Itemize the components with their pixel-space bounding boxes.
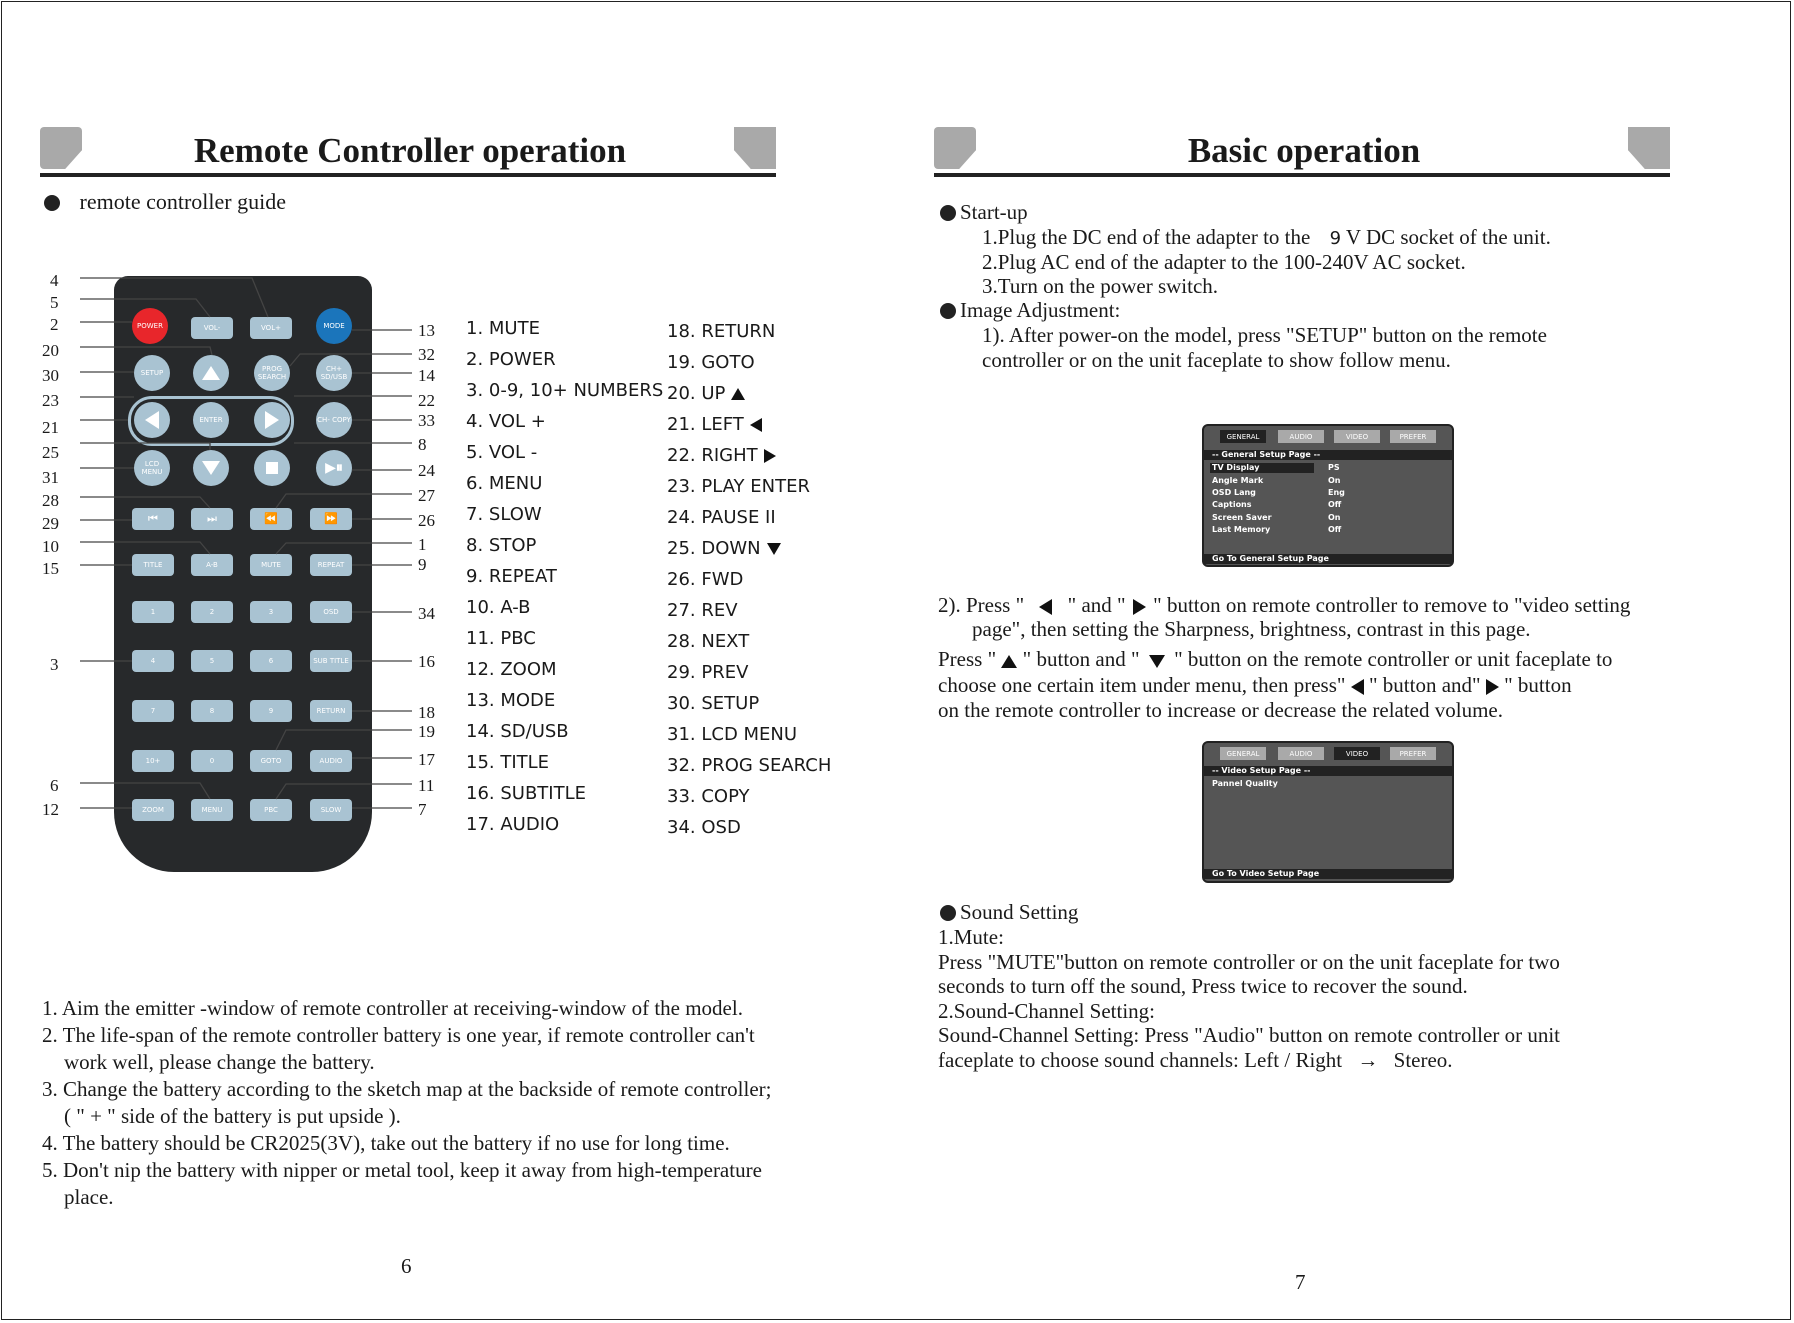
callout-number: 6 <box>50 776 59 795</box>
press-text: " button and" <box>1368 673 1481 697</box>
legend-item <box>667 600 738 621</box>
remote-prev-button: ⏮ <box>132 508 174 530</box>
mute-text-1: Press "MUTE"button on remote controller or on the unit faceplate for two <box>938 950 1560 974</box>
remote-vol-plus-button: VOL+ <box>250 317 292 339</box>
callout-number: 33 <box>418 411 435 430</box>
press-arrows-line-2: page", then setting the Sharpness, brightness, contrast in this page. <box>972 617 1531 641</box>
down-arrow-icon <box>1149 655 1165 668</box>
startup-step-1-text-end: V DC socket of the unit. <box>1345 225 1551 249</box>
startup-step-1 <box>982 225 1551 251</box>
legend-item <box>667 414 762 435</box>
legend-item <box>466 380 663 401</box>
callout-number: 16 <box>418 652 435 671</box>
press-updown-line-1 <box>938 647 1612 671</box>
legend-item-text: 4. VOL + <box>466 411 546 432</box>
press-updown-line-2 <box>938 673 1572 697</box>
legend-item <box>466 411 546 432</box>
legend-item <box>667 755 831 776</box>
legend-item <box>667 569 743 590</box>
up-arrow-icon <box>731 388 745 400</box>
bullet-icon <box>940 205 956 221</box>
press-text: " and " <box>1067 593 1126 617</box>
remote-zoom-button: ZOOM <box>132 799 174 821</box>
remote-osd-button: OSD <box>310 601 352 623</box>
osd-row-value: PS <box>1328 463 1340 472</box>
legend-item-text: 33. COPY <box>667 786 750 807</box>
legend-item <box>466 814 559 835</box>
legend-item <box>667 321 775 342</box>
remote-goto-button: GOTO <box>250 750 292 772</box>
osd-tab-video: VIDEO <box>1334 747 1380 760</box>
callout-number: 1 <box>418 535 427 554</box>
osd-row-label: TV Display <box>1212 463 1260 472</box>
legend-item <box>466 690 555 711</box>
legend-item-text: 32. PROG SEARCH <box>667 755 832 776</box>
legend-item-text: 13. MODE <box>466 690 556 711</box>
startup-step-1-text: 1.Plug the DC end of the adapter to the <box>982 225 1311 249</box>
press-text: " button and " <box>1022 647 1140 671</box>
osd-tab-general: GENERAL <box>1220 747 1266 760</box>
osd-tab-video: VIDEO <box>1334 430 1380 443</box>
image-adjust-heading <box>940 298 1120 322</box>
callout-number: 32 <box>418 345 435 364</box>
callout-number: 30 <box>42 366 59 385</box>
legend-item-text: 3. 0-9, 10+ NUMBERS <box>466 380 664 401</box>
channel-text: faceplate to choose sound channels: Left / Right <box>938 1048 1343 1072</box>
remote-slow-button: SLOW <box>310 799 352 821</box>
page-number-left: 6 <box>401 1254 412 1278</box>
legend-item <box>667 507 776 528</box>
legend-item-text: 23. PLAY ENTER <box>667 476 810 497</box>
mute-heading: 1.Mute: <box>938 925 1004 949</box>
remote-play-pause-button: ▶⏸ <box>316 450 352 486</box>
osd-footer-bar: Go To General Setup Page <box>1204 554 1452 564</box>
callout-number: 17 <box>418 750 435 769</box>
right-arrow-icon <box>764 449 776 463</box>
remote-rev-button: ⏪ <box>250 508 292 530</box>
remote-subtitle-button: SUB TITLE <box>310 650 352 672</box>
note-line: 5. Don't nip the battery with nipper or metal tool, keep it away from high-temperature <box>42 1158 762 1182</box>
legend-item <box>667 817 741 838</box>
remote-num-3-button: 3 <box>250 601 292 623</box>
legend-item <box>667 693 759 714</box>
osd-row-label: Pannel Quality <box>1212 779 1278 788</box>
osd-row-value: On <box>1328 513 1341 522</box>
press-text: Press " <box>938 647 997 671</box>
startup-step-3: 3.Turn on the power switch. <box>982 274 1219 298</box>
legend-item <box>667 383 745 404</box>
osd-row-value: Eng <box>1328 488 1345 497</box>
channel-text: Stereo. <box>1393 1048 1453 1072</box>
legend-item-text: 17. AUDIO <box>466 814 560 835</box>
startup-heading-text: Start-up <box>960 200 1028 224</box>
legend-item-text: 34. OSD <box>667 817 741 838</box>
callout-number: 28 <box>42 491 59 510</box>
legend-item-text: 25. DOWN <box>667 538 761 559</box>
note-line: place. <box>64 1185 114 1209</box>
note-line: 1. Aim the emitter -window of remote controller at receiving-window of the model. <box>42 996 743 1020</box>
note-line: 2. The life-span of the remote controller battery is one year, if remote controller can't <box>42 1023 755 1047</box>
callout-number: 5 <box>50 293 59 312</box>
remote-power-button: POWER <box>132 308 168 344</box>
legend-item <box>466 349 556 370</box>
legend-item-text: 27. REV <box>667 600 738 621</box>
callout-number: 18 <box>418 703 435 722</box>
osd-header-bar: -- Video Setup Page -- <box>1204 766 1452 776</box>
sound-heading-text: Sound Setting <box>960 900 1079 924</box>
legend-item-text: 24. PAUSE II <box>667 507 776 528</box>
osd-row-value: Off <box>1328 525 1342 534</box>
callout-number: 27 <box>418 486 435 505</box>
remote-num-6-button: 6 <box>250 650 292 672</box>
remote-num-10plus-button: 10+ <box>132 750 174 772</box>
page-title-right: Basic operation <box>1187 131 1421 170</box>
legend-item <box>466 566 557 587</box>
legend-item <box>667 662 748 683</box>
callout-number: 12 <box>42 800 59 819</box>
legend-item <box>466 504 542 525</box>
legend-item-text: 10. A-B <box>466 597 531 618</box>
right-title-rule <box>934 173 1670 177</box>
legend-item-text: 29. PREV <box>667 662 749 683</box>
legend-item <box>667 631 749 652</box>
bullet-icon <box>940 303 956 319</box>
osd-tab-audio: AUDIO <box>1278 430 1324 443</box>
legend-item <box>466 442 537 463</box>
sound-heading <box>940 900 1078 924</box>
callout-number: 29 <box>42 514 59 533</box>
legend-item <box>466 473 542 494</box>
osd-row-label: Angle Mark <box>1212 476 1264 485</box>
callout-number: 23 <box>42 391 59 410</box>
startup-voltage: 9 <box>1329 228 1342 249</box>
legend-item-text: 8. STOP <box>466 535 537 556</box>
remote-num-8-button: 8 <box>191 700 233 722</box>
note-line: work well, please change the battery. <box>64 1050 375 1074</box>
remote-num-7-button: 7 <box>132 700 174 722</box>
callout-number: 34 <box>418 604 435 623</box>
remote-pbc-button: PBC <box>250 799 292 821</box>
legend-item <box>466 535 536 556</box>
callout-number: 3 <box>50 655 59 674</box>
press-text: " button on the remote controller or unit faceplate to <box>1174 647 1613 671</box>
startup-step-2: 2.Plug AC end of the adapter to the 100-240V AC socket. <box>982 250 1466 274</box>
press-text: " button <box>1504 673 1572 697</box>
legend-item-text: 26. FWD <box>667 569 744 590</box>
osd-tab-audio: AUDIO <box>1278 747 1324 760</box>
callout-number: 20 <box>42 341 59 360</box>
legend-item-text: 9. REPEAT <box>466 566 557 587</box>
mute-text-2: seconds to turn off the sound, Press twice to recover the sound. <box>938 974 1468 998</box>
up-arrow-icon <box>1001 655 1017 668</box>
remote-next-button: ⏭ <box>191 508 233 530</box>
remote-num-2-button: 2 <box>191 601 233 623</box>
osd-row-label: Captions <box>1212 500 1252 509</box>
remote-title-button: TITLE <box>132 554 174 576</box>
legend-item-text: 7. SLOW <box>466 504 542 525</box>
remote-mode-button: MODE <box>316 308 352 344</box>
callout-number: 22 <box>418 391 435 410</box>
remote-prog-search-button: PROG SEARCH <box>254 355 290 391</box>
legend-item <box>466 628 536 649</box>
osd-tab-general: GENERAL <box>1220 430 1266 443</box>
remote-lcd-menu-button: LCD MENU <box>134 450 170 486</box>
legend-item <box>466 752 549 773</box>
legend-item-text: 20. UP <box>667 383 726 404</box>
remote-fwd-button: ⏩ <box>310 508 352 530</box>
callout-number: 31 <box>42 468 59 487</box>
legend-item <box>667 786 750 807</box>
legend-item-text: 18. RETURN <box>667 321 776 342</box>
remote-guide-text: remote controller guide <box>79 189 286 214</box>
callout-number: 24 <box>418 461 435 480</box>
legend-item-text: 11. PBC <box>466 628 536 649</box>
osd-header-bar: -- General Setup Page -- <box>1204 450 1452 460</box>
press-updown-line-3: on the remote controller to increase or decrease the related volume. <box>938 698 1503 722</box>
legend-item-text: 21. LEFT <box>667 414 744 435</box>
callout-number: 26 <box>418 511 435 530</box>
press-text: choose one certain item under menu, then press" <box>938 673 1346 697</box>
legend-item-text: 28. NEXT <box>667 631 750 652</box>
remote-enter-button: ENTER <box>193 402 229 438</box>
right-arrow-icon <box>1486 679 1499 695</box>
image-adjust-heading-text: Image Adjustment: <box>960 298 1121 322</box>
callout-number: 10 <box>42 537 59 556</box>
osd-row-value: Off <box>1328 500 1342 509</box>
down-arrow-icon <box>767 543 781 555</box>
legend-item <box>466 721 569 742</box>
legend-item-text: 12. ZOOM <box>466 659 557 680</box>
legend-item-text: 14. SD/USB <box>466 721 569 742</box>
note-line: 4. The battery should be CR2025(3V), take out the battery if no use for long time. <box>42 1131 730 1155</box>
callout-number: 11 <box>418 776 435 795</box>
osd-row-value: On <box>1328 476 1341 485</box>
osd-row-label: OSD Lang <box>1212 488 1256 497</box>
note-line: 3. Change the battery according to the sketch map at the backside of remote controller; <box>42 1077 772 1101</box>
callout-number: 2 <box>50 315 59 334</box>
remote-num-0-button: 0 <box>191 750 233 772</box>
legend-item-text: 5. VOL - <box>466 442 538 463</box>
image-adjust-step-1a: 1). After power-on the model, press "SETUP" button on the remote <box>982 323 1547 347</box>
startup-heading <box>940 200 1028 224</box>
legend-item-text: 16. SUBTITLE <box>466 783 586 804</box>
channel-heading: 2.Sound-Channel Setting: <box>938 999 1155 1023</box>
remote-ch-copy-button: CH- COPY <box>316 402 352 438</box>
remote-menu-button: MENU <box>191 799 233 821</box>
left-arrow-icon <box>750 418 762 432</box>
callout-number: 8 <box>418 435 427 454</box>
note-line: ( " + " side of the battery is put upside ). <box>64 1104 401 1128</box>
press-arrows-line-1 <box>938 593 1630 617</box>
callout-number: 13 <box>418 321 435 340</box>
remote-audio-button: AUDIO <box>310 750 352 772</box>
legend-item <box>667 538 781 559</box>
legend-item-text: 30. SETUP <box>667 693 760 714</box>
remote-vol-minus-button: VOL- <box>191 317 233 339</box>
callout-number: 25 <box>42 443 59 462</box>
remote-setup-button: SETUP <box>134 355 170 391</box>
remote-repeat-button: REPEAT <box>310 554 352 576</box>
right-arrow-icon <box>1133 599 1146 615</box>
legend-item <box>667 352 755 373</box>
remote-num-1-button: 1 <box>132 601 174 623</box>
remote-mute-button: MUTE <box>250 554 292 576</box>
remote-num-9-button: 9 <box>250 700 292 722</box>
remote-return-button: RETURN <box>310 700 352 722</box>
channel-text-2 <box>938 1048 1453 1072</box>
remote-ch-sdusb-button: CH+ SD/USB <box>316 355 352 391</box>
legend-item <box>466 659 557 680</box>
left-arrow-icon <box>1039 599 1052 615</box>
callout-number: 15 <box>42 559 59 578</box>
press-text: " button on remote controller to remove to "video setting <box>1153 593 1631 617</box>
osd-row-label: Screen Saver <box>1212 513 1272 522</box>
legend-item-text: 15. TITLE <box>466 752 550 773</box>
legend-item-text: 2. POWER <box>466 349 556 370</box>
osd-footer-bar: Go To Video Setup Page <box>1204 869 1452 879</box>
page-number-right: 7 <box>1295 1270 1306 1294</box>
callout-number: 4 <box>50 271 59 290</box>
callout-number: 21 <box>42 418 59 437</box>
page-title-left: Remote Controller operation <box>193 131 627 170</box>
left-arrow-icon <box>1351 679 1364 695</box>
callout-number: 7 <box>418 800 427 819</box>
remote-ab-button: A-B <box>191 554 233 576</box>
osd-row-label: Last Memory <box>1212 525 1271 534</box>
bullet-icon <box>940 905 956 921</box>
legend-item <box>667 724 797 745</box>
video-setup-osd <box>1202 741 1454 883</box>
legend-item-text: 6. MENU <box>466 473 543 494</box>
callout-number: 19 <box>418 722 435 741</box>
legend-item <box>667 476 810 497</box>
legend-item-text: 1. MUTE <box>466 318 540 339</box>
osd-tab-prefer: PREFER <box>1390 747 1436 760</box>
legend-item <box>466 597 530 618</box>
remote-num-4-button: 4 <box>132 650 174 672</box>
legend-item-text: 22. RIGHT <box>667 445 758 466</box>
image-adjust-step-1b: controller or on the unit faceplate to show follow menu. <box>982 348 1451 372</box>
press-text: 2). Press " <box>938 593 1025 617</box>
channel-text-1: Sound-Channel Setting: Press "Audio" button on remote controller or unit <box>938 1023 1560 1047</box>
legend-item-text: 31. LCD MENU <box>667 724 798 745</box>
callout-number: 14 <box>418 366 435 385</box>
legend-item <box>466 318 540 339</box>
remote-num-5-button: 5 <box>191 650 233 672</box>
legend-item <box>667 445 776 466</box>
legend-item <box>466 783 586 804</box>
callout-number: 9 <box>418 555 427 574</box>
legend-item-text: 19. GOTO <box>667 352 755 373</box>
general-setup-osd <box>1202 424 1454 567</box>
right-arrow-icon: → <box>1357 1048 1379 1072</box>
osd-tab-prefer: PREFER <box>1390 430 1436 443</box>
